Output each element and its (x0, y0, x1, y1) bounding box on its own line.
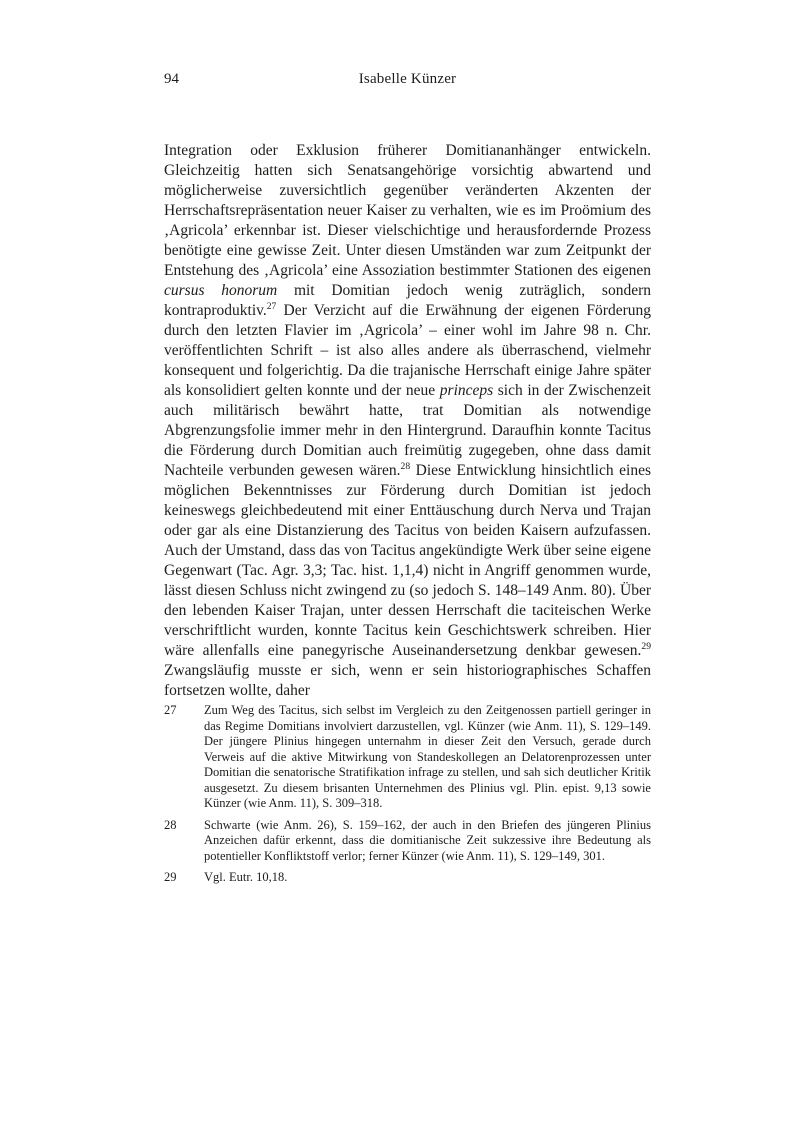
body-paragraph (164, 141, 651, 701)
footnote-text: Zum Weg des Tacitus, sich selbst im Vergleich zu den Zeitgenossen partiell geringer in das Regime Domitians involviert darzustellen, vgl. Künzer (wie Anm. 11), S. 129–149. Der jüngere Plinius hingegen unternahm in dieser Zeit den Versuch, gerade durch Verweis auf die aktive Mitwirkung von Standeskollegen an Delatorenprozessen unter Domitian die senatorische Stratifikation infrage zu stellen, und sah sich deutlicher Kritik ausgesetzt. Zu diesem brisanten Unternehmen des Plinius vgl. Plin. epist. 9,13 sowie Künzer (wie Anm. 11), S. 309–318. (204, 703, 651, 810)
footnote-ref-29: 29 (641, 640, 651, 652)
footnote-number: 28 (164, 817, 177, 832)
body-text-segment: mit Domitian jedoch wenig zuträglich, sondern kontraproduktiv. (164, 282, 651, 319)
footnote-ref-27: 27 (266, 300, 277, 312)
body-text-segment: Zwangsläufig musste er sich, wenn er sein historiographisches Schaffen fortsetzen wollte, daher (164, 662, 651, 699)
body-text-segment: Der Verzicht auf die Erwähnung der eigenen Förderung durch den letzten Flavier im ‚Agricola’ – einer wohl im Jahre 98 n. Chr. veröffentlichten Schrift – ist also alles andere als überraschend, vielmehr konsequent und folgerichtig. Da die trajanische Herrschaft einige Jahre später als konsolidiert gelten konnte und der neue (164, 302, 651, 399)
footnote-number: 29 (164, 870, 177, 884)
body-text-segment: sich in der Zwischenzeit auch militärisch bewährt hatte, trat Domitian als notwendige Abgrenzungsfolie immer mehr in den Hintergrund. Daraufhin konnte Tacitus die Förderung durch Domitian auch freimütig zugegeben, ohne dass damit Nachteile verbunden gewesen wären. (164, 382, 651, 479)
body-text-segment: princeps (439, 382, 494, 399)
running-header (164, 70, 651, 88)
page-number: 94 (164, 71, 179, 87)
running-head-author: Isabelle Künzer (358, 71, 457, 87)
footnote-item (164, 818, 651, 865)
body-text-segment: Integration oder Exklusion früherer Domitiananhänger entwickeln. Gleichzeitig hatten sich Senatsangehörige vorsichtig abwartend und möglicherweise zuversichtlich gegenüber veränderten Akzenten der Herrschaftsrepräsentation neuer Kaiser zu verhalten, wie es im Proömium des ‚Agricola’ erkennbar ist. Dieser vielschichtige und herausfordernde Prozess benötigte eine gewisse Zeit. Unter diesen Umständen war zum Zeitpunkt der Entstehung des ‚Agricola’ eine Assoziation bestimmter Stationen des eigenen (164, 142, 651, 279)
footnote-ref-28: 28 (400, 460, 411, 472)
body-text-segment: Diese Entwicklung hinsichtlich eines möglichen Bekenntnisses zur Förderung durch Domitian ist jedoch keineswegs gleichbedeutend mit einer Enttäuschung durch Nerva und Trajan oder gar als eine Distanzierung des Tacitus von beiden Kaisern aufzufassen. Auch der Umstand, dass das von Tacitus angekündigte Werk über seine eigene Gegenwart (Tac. Agr. 3,3; Tac. hist. 1,1,4) nicht in Angriff genommen wurde, lässt diesen Schluss nicht zwingend zu (so jedoch S. 148–149 Anm. 80). Über den lebenden Kaiser Trajan, unter dessen Herrschaft die taciteischen Werke verschriftlicht wurden, konnte Tacitus kein Geschichtswerk schreiben. Hier wäre allenfalls eine panegyrische Auseinandersetzung denkbar gewesen. (164, 462, 651, 659)
footnote-text: Vgl. Eutr. 10,18. (204, 870, 288, 884)
body-text-segment: cursus honorum (164, 282, 278, 299)
footnote-text: Schwarte (wie Anm. 26), S. 159–162, der auch in den Briefen des jüngeren Plinius Anzeichen dafür erkennt, dass die domitianische Zeit sukzessive ihre Bedeutung als potentieller Konfliktstoff verlor; ferner Künzer (wie Anm. 11), S. 129–149, 301. (204, 817, 651, 863)
footnote-item (164, 870, 651, 886)
footnote-item (164, 703, 651, 812)
footnotes-section (164, 703, 651, 892)
footnote-number: 27 (164, 703, 177, 717)
